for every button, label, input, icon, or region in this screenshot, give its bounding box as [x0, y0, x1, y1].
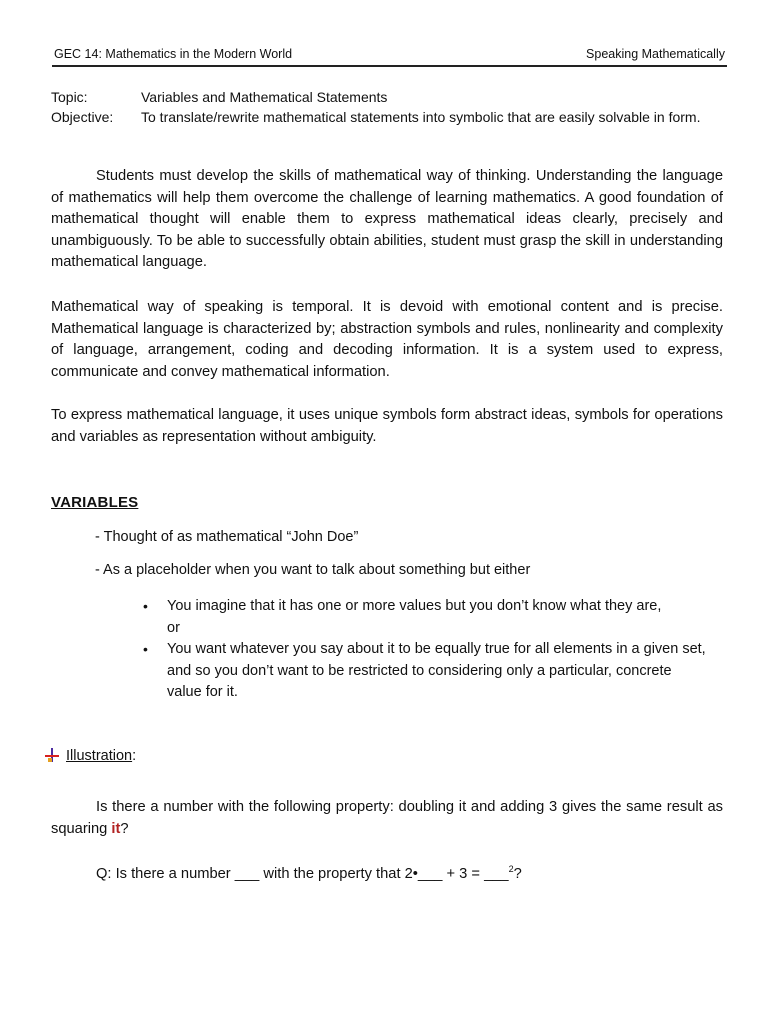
- variables-heading: VARIABLES: [51, 494, 139, 511]
- bullet-dot-icon: •: [143, 641, 148, 657]
- pin-marker-icon: [44, 748, 60, 764]
- bullet-item: [143, 596, 723, 639]
- objective-label: Objective:: [51, 109, 114, 125]
- bullet-text: You imagine that it has one or more values but you don’t know what they are,: [167, 598, 662, 614]
- bullet-item: [143, 639, 723, 704]
- symbolic-question: [96, 864, 522, 882]
- paragraph-intro: Students must develop the skills of mathematical way of thinking. Understanding the language of mathematics will help them overcome the challenge of learning mathematics. A good foundation of mathematical thought will enable them to express mathematical ideas clearly, precisely and unambiguously. To be able to successfully obtain abilities, student must grasp the skill in understanding mathematical language.: [51, 168, 723, 271]
- paragraph-speaking: Mathematical way of speaking is temporal. It is devoid with emotional content and is precise. Mathematical language is characterized by; abstraction symbols and rules, nonlinearity and complexity of language, arrangement, coding and decoding information. It is a system used to express, communicate and convey mathematical information.: [51, 299, 723, 380]
- topic-label: Topic:: [51, 89, 88, 105]
- dash-item-john-doe: - Thought of as mathematical “John Doe”: [95, 529, 359, 545]
- q-text: Q: Is there a number ___ with the property that 2•___ + 3 = ___: [96, 865, 509, 882]
- illustration-title: Illustration: [66, 748, 133, 764]
- q-end: ?: [513, 865, 522, 882]
- illustration-question: [51, 797, 723, 840]
- q-exponent: 2: [508, 864, 514, 874]
- illustration-colon: :: [132, 748, 137, 764]
- variables-bullet-list: [143, 596, 723, 704]
- section-title: Speaking Mathematically: [586, 47, 725, 61]
- page-header: [52, 47, 727, 67]
- dash-item-placeholder: - As a placeholder when you want to talk about something but either: [95, 562, 531, 578]
- bullet-continuation: or: [167, 619, 180, 636]
- question-text: Is there a number with the following property: doubling it and adding 3 gives the same result as squaring: [51, 799, 723, 837]
- paragraph-symbols: To express mathematical language, it uses unique symbols form abstract ideas, symbols for operations and variables as representation without ambiguity.: [51, 407, 723, 445]
- course-title: GEC 14: Mathematics in the Modern World: [54, 47, 293, 61]
- question-end: ?: [120, 820, 129, 837]
- topic-value: Variables and Mathematical Statements: [141, 89, 388, 105]
- objective-value: To translate/rewrite mathematical statements into symbolic that are easily solvable in form.: [141, 109, 701, 125]
- bullet-dot-icon: •: [143, 598, 148, 614]
- question-highlight: it: [111, 820, 121, 837]
- bullet-text: You want whatever you say about it to be equally true for all elements in a given set, and so you don’t want to be restricted to considering only a particular, concrete value for it.: [167, 641, 706, 700]
- illustration-heading: [44, 748, 136, 764]
